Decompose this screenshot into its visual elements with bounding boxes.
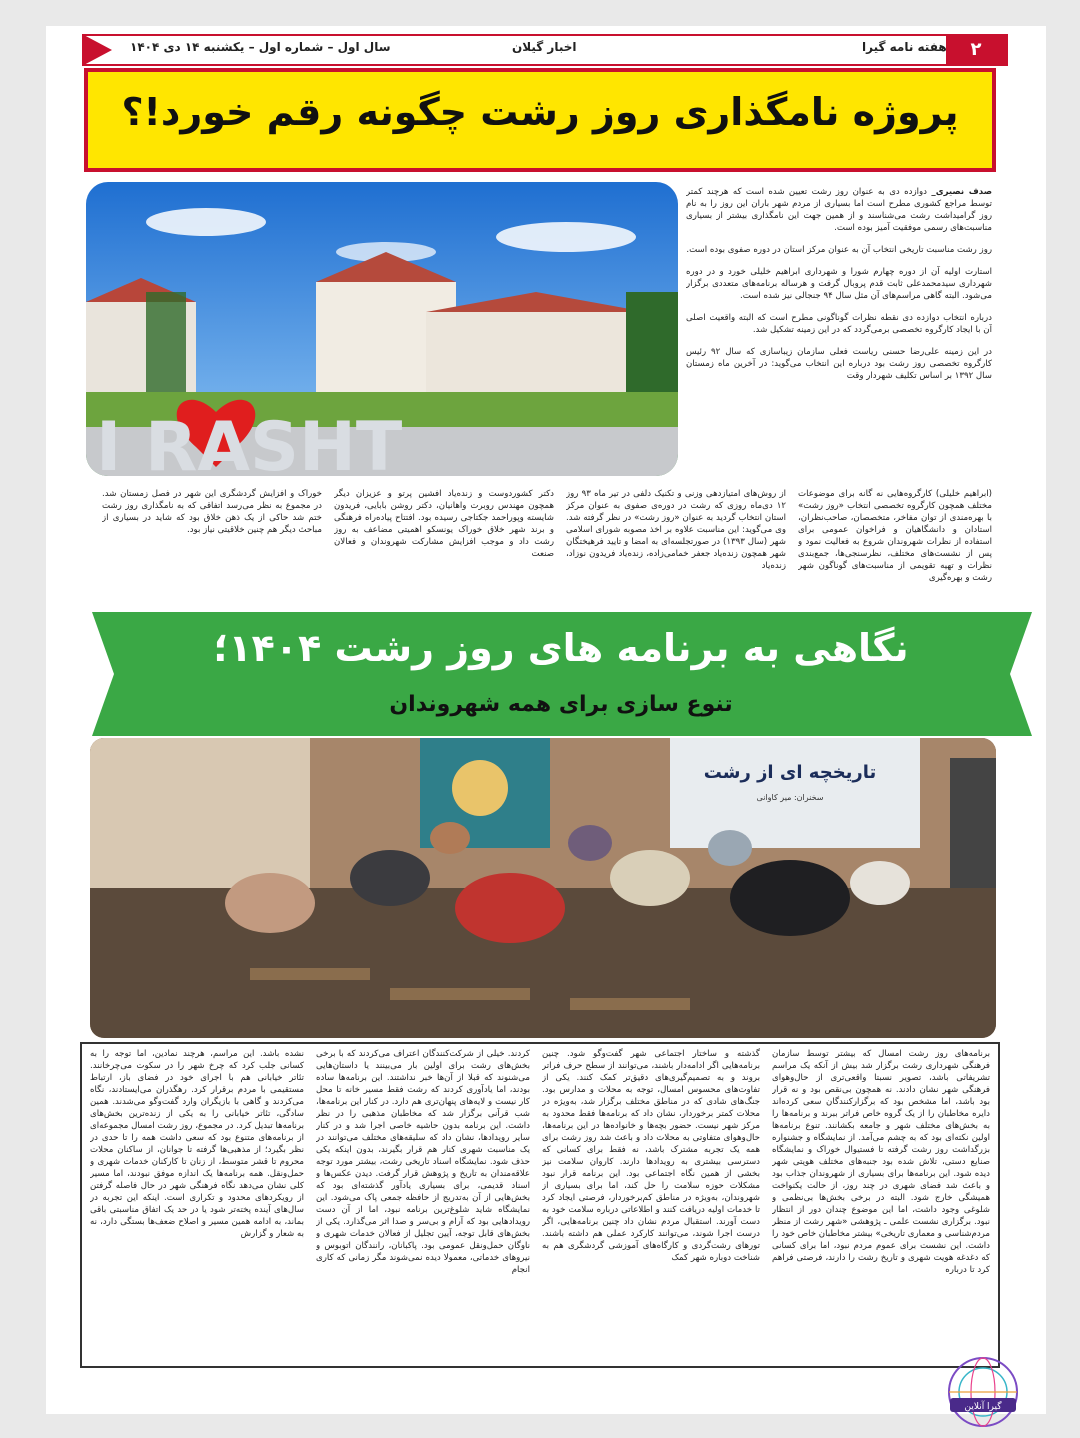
author-name: صدف نصیری_ — [931, 187, 992, 197]
screen-subtitle: سخنران: میر کاوانی — [756, 793, 824, 802]
issue-info: سال اول – شماره اول – یکشنبه ۱۴ دی ۱۴۰۴ — [130, 40, 391, 54]
page-number: ۲ — [946, 34, 1006, 66]
rasht-sign-text: I RASHT — [96, 408, 403, 476]
audience-illustration — [90, 738, 996, 1038]
article1-paragraph: روز رشت مناسبت تاریخی انتخاب آن به عنوان مرکز استان در دوره صفوی بوده است. — [686, 245, 992, 255]
article1-paragraph: استارت اولیه آن از دوره چهارم شورا و شهرداری ابراهیم خلیلی خورد و در دوره شهرداری سیدمحمدعلی ثابت قدم پروبال گرفت و هرساله برنامه‌های متعددی برگزار می‌شود. البته گاهی مراسم‌های آن مثل سال ۹۴ جنجالی نیز شده است. — [686, 267, 992, 301]
publication-name: هفته نامه گیرا — [862, 40, 947, 54]
article2-column: گذشته و ساختار اجتماعی شهر گفت‌وگو شود. چنین برنامه‌هایی اگر ادامه‌دار باشند، می‌توانند از سطح حرف فراتر بروند و به تصمیم‌گیری‌های دقیق‌تر کمک کنند. یکی از تفاوت‌های محسوس امسال، توجه به محلات و مدارس بود. جنگ‌های شادی که در مناطق مختلف برگزار شد، به‌ویژه در محلات کمتر برخوردار، نشان داد که برنامه‌ها فقط محدود به مرکز شهر نیست. حضور بچه‌ها و خانواده‌ها در این برنامه‌ها، حال‌وهوای متفاوتی به محلات داد و باعث شد روز رشت برای همه یک تجربه مشترک باشد، نه فقط برای کسانی که دسترسی بیشتری به رویدادها دارند. کاروان سلامت نیز بخشی از همین نگاه اجتماعی بود. این برنامه قرار نبود مشکلات حوزه سلامت را حل کند، اما برای بسیاری از شهروندان، به‌ویژه در مناطق کم‌برخوردار، فرصتی ایجاد کرد تا خدمات اولیه دریافت کنند و اطلاعاتی درباره سلامت خود به دست آورند. استقبال مردم نشان داد چنین برنامه‌هایی، اگر درست اجرا شوند، می‌توانند کارکرد عملی هم داشته باشند. تورهای رشت‌گردی و کارگاه‌های آموزشی گردشگری هم به شناخت دوباره شهر کمک — [542, 1049, 760, 1263]
article1-lower-column: (ابراهیم خلیلی) کارگروه‌هایی نه گانه برای موضوعات مختلف همچون کارگروه تخصصی انتخاب «روز رشت» با بهره‌مندی از توان مفاخر، متخصصان، صاحب‌نظران، استادان و دانشگاهیان و فراخوان عمومی برای استفاده از نظرات شهروندان شروع به فعالیت نمود و پس از نشست‌های مختلف، نظرسنجی‌ها، جمع‌بندی نظرات و تهیه تقویمی از مناسبت‌های گوناگون شهر رشت و بهره‌گیری — [798, 489, 992, 583]
article2-column: کردند. خیلی از شرکت‌کنندگان اعتراف می‌کردند که با برخی بخش‌های رشت برای اولین بار می‌بینند یا داستان‌هایی می‌شنوند که قبلا از آن‌ها خبر نداشتند. این برنامه‌ها ساده بودند، اما یادآوری کردند که رشت فقط مسیر خانه تا محل کار نیست و لایه‌های پنهان‌تری هم دارد. در کنار این برنامه‌ها، شب قرآنی برگزار شد که مخاطبان مذهبی را در نظر داشت. این برنامه بدون حاشیه خاصی اجرا شد و در کنار سایر رویدادها، نشان داد که سلیقه‌های مختلف می‌توانند در یک مناسبت شهری کنار هم قرار بگیرند، بدون اینکه یکی حذف شود. نمایشگاه اسناد تاریخی رشت، بیشتر مورد توجه علاقه‌مندان به تاریخ و پژوهش قرار گرفت. دیدن عکس‌ها و اسناد قدیمی، برای بسیاری یادآور گذشته‌ای بود که بخش‌هایی از آن به‌تدریج از حافظه جمعی پاک می‌شود. این نمایشگاه شاید شلوغ‌ترین برنامه نبود، اما از آن دست رویدادهایی بود که آرام و بی‌سر و صدا اثر می‌گذارد. یکی از بخش‌های قابل توجه، آیین تجلیل از فعالان خدمات شهری و ناوگان حمل‌ونقل عمومی بود. پاکبانان، رانندگان اتوبوس و نیروهای خدماتی، معمولا دیده نمی‌شوند مگر زمانی که کاری انجام — [316, 1049, 530, 1275]
screen-title: تاریخچه ای از رشت — [703, 762, 877, 783]
article1-lower-column: از روش‌های امتیازدهی وزنی و تکنیک دلفی در تیر ماه ۹۳ روز ۱۲ دی‌ماه روزی که رشت در دوره‌ی صفوی به عنوان مرکز استان انتخاب گردید به عنوان «روز رشت» در نظر گرفته شد. وی می‌گوید: این مناسبت علاوه بر اخذ مصوبه شورای اسلامی شهر (سال ۱۳۹۳) در صورتجلسه‌ای به امضا و تایید فرهیختگان شهر همچون زنده‌یاد جعفر خمامی‌زاده، زنده‌یاد فریدون نوزاد، زنده‌یاد — [566, 489, 786, 571]
article2-column: برنامه‌های روز رشت امسال که بیشتر توسط سازمان فرهنگی شهرداری رشت برگزار شد بیش از آنکه یک مراسم تشریفاتی باشد، تصویر نسبتا واقعی‌تری از حال‌وهوای فرهنگی شهر نشان دادند. نه همچون بی‌نقص بود و نه قرار بود باشد، اما مشخص بود که برگزارکنندگان سعی کرده‌اند دایره مخاطبان را از یک گروه خاص فراتر ببرند و برنامه‌ها را به بخش‌های مختلف شهر و جامعه بکشانند. تنوع برنامه‌ها اولین نکته‌ای بود که به چشم می‌آمد. از نمایشگاه و جشنواره بزرگداشت روز رشت گرفته تا فستیوال خوراک و نمایشگاه صنایع دستی، تلاش شده بود جنبه‌های مختلف هویتی شهر دیده شود. این برنامه‌ها برای بسیاری از شهروندان جذاب بود و باعث شد فضای شهری در چند روز، از حالت یکنواخت همیشگی خارج شود. البته در برخی بخش‌ها بی‌نظمی و شلوغی وجود داشت، اما این موضوع چندان دور از انتظار نبود. برگزاری نشست علمی ـ پژوهشی «شهر رشت از منظر مردم‌شناسی و معماری تاریخی» بیشتر مخاطبان خاص خود را داشت. این نشست برای عموم مردم نبود، اما برای کسانی که دغدغه هویت شهری و تاریخ رشت را دارند، فرصتی فراهم کرد تا درباره — [772, 1049, 990, 1275]
article1-paragraph: دوازده دی به عنوان روز رشت تعیین شده است که هرچند کمتر توسط مراجع کشوری مطرح است اما بسیاری از مردم شهر باران این روز را به نام روز گرامیداشت رشت می‌شناسند و از همین جهت این نامگذاری بیشتر از بسیاری مناسبت‌های رسمی موفقیت آمیز بوده است. — [686, 187, 992, 233]
article1-right-column — [686, 186, 992, 482]
article1-paragraph: درباره انتخاب دوازده دی نقطه نظرات گوناگونی مطرح است که البته واقعیت اصلی آن با ایجاد کارگروه تخصصی برمی‌گردد که در این زمینه تشکیل شد. — [686, 313, 992, 335]
headline-1: پروژه نامگذاری روز رشت چگونه رقم خورد!؟ — [121, 90, 959, 134]
newspaper-page — [46, 26, 1046, 1414]
article1-paragraph: در این زمینه علی‌رضا حسنی ریاست فعلی سازمان زیباسازی که سال ۹۲ رئیس کارگروه تخصصی روز رشت بود درباره این انتخاب می‌گوید: در آخرین ماه زمستان سال ۱۳۹۲ بر اساس تکلیف شهردار وقت — [686, 347, 992, 381]
globe-icon — [938, 1352, 1028, 1432]
subheadline-2: تنوع سازی برای همه شهروندان — [389, 692, 733, 717]
article1-lower-column: دکتر کشوردوست و زنده‌یاد افشین پرتو و عزیزان دیگر همچون مهندس روبرت واهانیان، دکتر روشن بابایی، فریدون شایسته وپوراحمد جکتاجی رسیده بود. افتتاح پیاده‌راه فرهنگی و برند شهر خلاق خوراک یونسکو اهمیتی مضاعف به روز رشت داد و موجب افزایش مشارکت شهروندان و فعالان صنعت — [334, 489, 554, 559]
rasht-illustration — [86, 182, 678, 476]
header-arrow-icon — [82, 34, 112, 66]
logo-text: گیرا آنلاین — [964, 1402, 1002, 1412]
article2-column: نشده باشد. این مراسم، هرچند نمادین، اما توجه را به کسانی جلب کرد که چرخ شهر را در سکوت می‌چرخانند. تئاتر خیابانی هم با اجرای خود در فضای باز، ارتباط مستقیمی با مردم برقرار کرد. رهگذران می‌ایستادند، نگاه می‌کردند و گاهی با بازیگران وارد گفت‌وگو می‌شدند. همین سادگی، تئاتر خیابانی را به یکی از زنده‌ترین بخش‌های برنامه‌ها تبدیل کرد. در مجموع، روز رشت امسال مجموعه‌ای از برنامه‌های متنوع بود که سعی داشت همه را تا حدی در نظر بگیرد؛ از مذهبی‌ها گرفته تا جوانان، از ساکنان محلات محروم تا قشر متوسط، از زنان تا کارکنان خدمات شهری و حمل‌ونقل. همه برنامه‌ها یک اندازه موفق نبودند، اما مسیر کلی نشان می‌دهد نگاه فرهنگی شهر در حال فاصله گرفتن از رویکردهای محدود و تکراری است. اینکه این تجربه در سال‌های آینده پخته‌تر شود یا در حد یک اتفاق مناسبتی باقی بماند، به ادامه همین مسیر و اصلاح ضعف‌ها بستگی دارد، نه به شعار و گزارش — [90, 1049, 304, 1239]
section-name: اخبار گیلان — [512, 40, 577, 54]
rasht-square-photo — [86, 182, 678, 476]
audience-photo — [90, 738, 996, 1038]
article1-lower-column: خوراک و افزایش گردشگری این شهر در فصل زمستان شد. در مجموع به نظر می‌رسد اتفاقی که به نامگذاری روز رشت ختم شد حاکی از یک ذهن خلاق بود که شاید در بسیاری از مباحث دیگر هم چنین خلاقیتی نیاز بود. — [102, 489, 322, 535]
headline-2: نگاهی به برنامه های روز رشت ۱۴۰۴؛ — [213, 626, 909, 670]
gira-online-logo — [938, 1352, 1028, 1432]
